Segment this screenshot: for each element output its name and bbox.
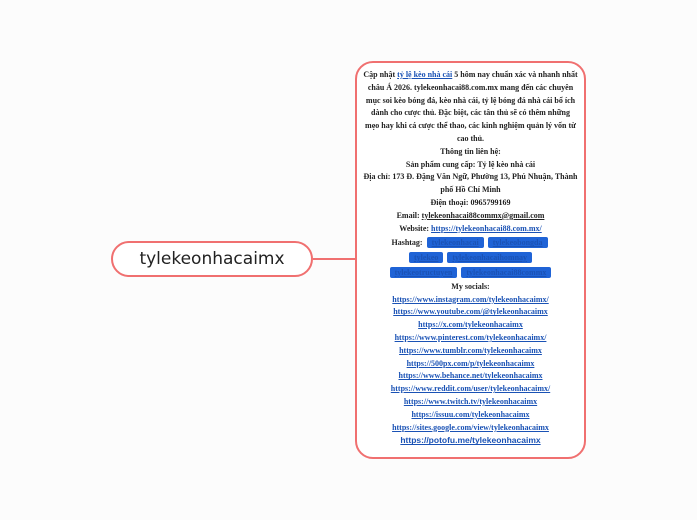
intro-rest: 5 hôm nay chuẩn xác và nhanh nhất châu Á 2026. tylekeonhacai88.com.mx mang đến các chuyên mục soi kèo bóng đá, kèo nhà cái, tỷ lệ bóng đá nhà cái bổ ích dành cho cược thủ. Đặc biệt, các tân thủ sẽ có thêm những mẹo hay khi cá cược thể thao, các kinh nghiệm quản lý vốn từ cao thủ. xyxy=(365,70,578,143)
socials-heading: My socials: xyxy=(451,281,490,291)
social-link[interactable]: https://x.com/tylekeonhacaimx xyxy=(418,320,523,330)
social-link-item xyxy=(363,434,578,448)
website-label: Website: xyxy=(399,223,432,233)
social-link-item xyxy=(363,358,578,371)
social-link-item xyxy=(363,345,578,358)
hashtag-chip[interactable]: tylekeo xyxy=(409,252,443,263)
email-link[interactable]: tylekeonhacai88commx@gmail.com xyxy=(421,210,545,220)
provider-text: Sản phẩm cung cấp: Tỷ lệ kèo nhà cái xyxy=(405,159,536,169)
website-line xyxy=(363,223,578,236)
phone-text: Điện thoại: 0965799169 xyxy=(430,197,511,207)
social-link-item xyxy=(363,370,578,383)
social-link[interactable]: https://www.youtube.com/@tylekeonhacaimx xyxy=(393,307,548,317)
social-link-item xyxy=(363,319,578,332)
hashtag-chip[interactable]: tylekeotructuyen xyxy=(390,267,458,278)
social-link-item xyxy=(363,294,578,307)
hashtag-chip[interactable]: tylekeonhacai xyxy=(427,237,484,248)
root-topic-node[interactable] xyxy=(111,241,313,277)
contact-heading: Thông tin liên hệ: xyxy=(440,146,501,156)
social-link[interactable]: https://www.twitch.tv/tylekeonhacaimx xyxy=(403,396,538,406)
social-link[interactable]: https://sites.google.com/view/tylekeonhacaimx xyxy=(392,422,549,432)
detail-topic-node[interactable] xyxy=(355,61,586,459)
social-link-item xyxy=(363,409,578,422)
social-link[interactable]: https://www.reddit.com/user/tylekeonhacaimx/ xyxy=(390,384,551,394)
email-label: Email: xyxy=(396,210,422,220)
social-link-potofu[interactable]: https://potofu.me/tylekeonhacaimx xyxy=(400,435,541,446)
hashtag-line-3 xyxy=(363,266,578,280)
social-link[interactable]: https://www.behance.net/tylekeonhacaimx xyxy=(398,371,543,381)
social-link-item xyxy=(363,306,578,319)
social-link[interactable]: https://www.pinterest.com/tylekeonhacaimx/ xyxy=(394,332,547,342)
root-topic-label: tylekeonhacaimx xyxy=(139,249,285,269)
social-link[interactable]: https://500px.com/p/tylekeonhacaimx xyxy=(406,358,535,368)
social-link-item xyxy=(363,396,578,409)
social-link[interactable]: https://www.instagram.com/tylekeonhacaimx/ xyxy=(392,294,549,304)
social-link[interactable]: https://issuu.com/tylekeonhacaimx xyxy=(411,409,530,419)
social-link-item xyxy=(363,332,578,345)
social-link[interactable]: https://www.tumblr.com/tylekeonhacaimx xyxy=(399,345,542,355)
intro-link[interactable]: tỷ lệ kèo nhà cái xyxy=(397,70,453,79)
social-link-item xyxy=(363,383,578,396)
intro-paragraph xyxy=(363,69,578,146)
website-link[interactable]: https://tylekeonhacai88.com.mx/ xyxy=(431,223,542,233)
social-link-item xyxy=(363,422,578,435)
hashtag-chip[interactable]: tylekeobongda xyxy=(488,237,548,248)
email-line xyxy=(363,210,578,223)
hashtag-line-2 xyxy=(363,251,578,265)
intro-prefix: Cập nhật xyxy=(363,70,398,79)
hashtag-label: Hashtag: xyxy=(391,238,425,248)
hashtag-line-1 xyxy=(363,236,578,250)
hashtag-chip[interactable]: tylekeonhacai88commx xyxy=(461,267,551,278)
hashtag-chip[interactable]: tylekeonhacaihomnay xyxy=(447,252,532,263)
address-text: Địa chỉ: 173 Đ. Đặng Văn Ngữ, Phường 13, Phú Nhuận, Thành phố Hồ Chí Minh xyxy=(363,172,578,195)
